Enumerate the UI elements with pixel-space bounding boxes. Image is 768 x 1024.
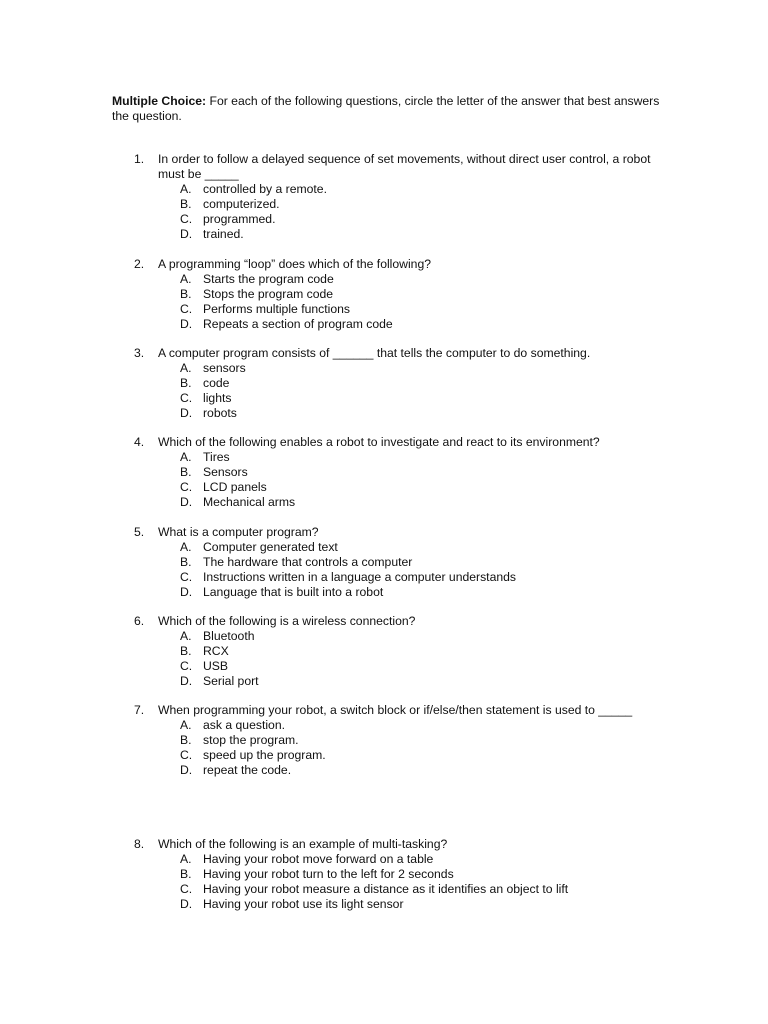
answer-option-c[interactable] [134, 212, 674, 227]
answer-option-d[interactable] [134, 495, 674, 510]
answer-option-b[interactable] [134, 644, 674, 659]
answer-option-a[interactable] [134, 629, 674, 644]
option-text: Bluetooth [203, 629, 255, 643]
answer-option-d[interactable] [134, 763, 674, 778]
option-letter: D. [180, 495, 193, 509]
answer-option-a[interactable] [134, 718, 674, 733]
option-letter: A. [180, 718, 192, 732]
option-text: computerized. [203, 197, 280, 211]
option-letter: D. [180, 227, 193, 241]
question-text: A programming “loop” does which of the following? [158, 257, 432, 271]
question-2 [134, 257, 674, 332]
answer-option-b[interactable] [134, 733, 674, 748]
option-letter: C. [180, 570, 193, 584]
question-number: 6. [134, 614, 145, 628]
question-3 [134, 346, 674, 421]
option-text: sensors [203, 361, 246, 375]
question-text: Which of the following is an example of multi-tasking? [158, 837, 448, 851]
option-letter: C. [180, 302, 193, 316]
option-text: Sensors [203, 465, 248, 479]
question-6 [134, 614, 674, 689]
answer-options [134, 852, 674, 912]
question-4 [134, 435, 674, 510]
answer-option-c[interactable] [134, 882, 674, 897]
option-letter: C. [180, 659, 193, 673]
option-text: ask a question. [203, 718, 285, 732]
option-text: USB [203, 659, 229, 673]
question-text: Which of the following is a wireless connection? [158, 614, 416, 628]
option-letter: A. [180, 182, 192, 196]
question-text: When programming your robot, a switch block or if/else/then statement is used to _____ [158, 703, 633, 717]
option-text: repeat the code. [203, 763, 292, 777]
answer-option-a[interactable] [134, 450, 674, 465]
option-text: Language that is built into a robot [203, 585, 384, 599]
answer-options [134, 629, 674, 689]
option-letter: B. [180, 197, 192, 211]
answer-option-c[interactable] [134, 570, 674, 585]
option-letter: C. [180, 748, 193, 762]
option-letter: C. [180, 212, 193, 226]
question-8 [134, 837, 674, 912]
option-text: robots [203, 406, 237, 420]
option-letter: D. [180, 406, 193, 420]
option-letter: D. [180, 763, 193, 777]
answer-option-c[interactable] [134, 391, 674, 406]
answer-option-b[interactable] [134, 555, 674, 570]
answer-option-c[interactable] [134, 659, 674, 674]
question-number: 5. [134, 525, 145, 539]
option-letter: C. [180, 391, 193, 405]
question-number: 8. [134, 837, 145, 851]
question-5 [134, 525, 674, 600]
answer-option-b[interactable] [134, 465, 674, 480]
answer-options [134, 450, 674, 510]
answer-options [134, 182, 674, 242]
answer-option-b[interactable] [134, 376, 674, 391]
option-letter: D. [180, 897, 193, 911]
answer-options [134, 272, 674, 332]
option-text: Stops the program code [203, 287, 334, 301]
option-letter: D. [180, 317, 193, 331]
question-text: In order to follow a delayed sequence of set movements, without direct user control, a robot must be _____ [158, 152, 651, 181]
instructions-text: For each of the following questions, circle the letter of the answer that best answers the question. [112, 94, 660, 123]
option-text: Instructions written in a language a computer understands [203, 570, 516, 584]
option-text: Tires [203, 450, 230, 464]
option-letter: B. [180, 465, 192, 479]
option-letter: A. [180, 361, 192, 375]
answer-option-d[interactable] [134, 897, 674, 912]
option-letter: B. [180, 287, 192, 301]
answer-options [134, 361, 674, 421]
answer-option-c[interactable] [134, 480, 674, 495]
question-text: Which of the following enables a robot to investigate and react to its environment? [158, 435, 600, 449]
question-number: 4. [134, 435, 145, 449]
instructions [112, 94, 672, 124]
option-letter: A. [180, 450, 192, 464]
option-letter: A. [180, 852, 192, 866]
option-text: controlled by a remote. [203, 182, 327, 196]
answer-option-b[interactable] [134, 867, 674, 882]
answer-option-a[interactable] [134, 272, 674, 287]
question-text: What is a computer program? [158, 525, 319, 539]
option-text: stop the program. [203, 733, 299, 747]
answer-options [134, 540, 674, 600]
question-1 [134, 152, 674, 242]
answer-option-a[interactable] [134, 361, 674, 376]
option-letter: C. [180, 882, 193, 896]
option-letter: A. [180, 540, 192, 554]
option-text: Starts the program code [203, 272, 334, 286]
answer-option-b[interactable] [134, 197, 674, 212]
option-text: Having your robot turn to the left for 2 seconds [203, 867, 454, 881]
option-letter: A. [180, 272, 192, 286]
option-letter: B. [180, 644, 192, 658]
answer-option-c[interactable] [134, 302, 674, 317]
option-letter: B. [180, 867, 192, 881]
answer-option-c[interactable] [134, 748, 674, 763]
answer-option-a[interactable] [134, 182, 674, 197]
option-text: Having your robot measure a distance as it identifies an object to lift [203, 882, 569, 896]
option-text: code [203, 376, 230, 390]
question-number: 3. [134, 346, 145, 360]
option-text: Computer generated text [203, 540, 338, 554]
answer-option-d[interactable] [134, 585, 674, 600]
option-text: Mechanical arms [203, 495, 296, 509]
question-number: 2. [134, 257, 145, 271]
option-text: programmed. [203, 212, 276, 226]
option-text: RCX [203, 644, 229, 658]
option-text: LCD panels [203, 480, 267, 494]
instructions-lead: Multiple Choice: [112, 94, 207, 108]
option-text: lights [203, 391, 232, 405]
answer-option-d[interactable] [134, 227, 674, 242]
option-letter: B. [180, 376, 192, 390]
option-text: speed up the program. [203, 748, 326, 762]
question-7 [134, 703, 674, 778]
answer-option-a[interactable] [134, 540, 674, 555]
option-text: The hardware that controls a computer [203, 555, 413, 569]
option-letter: D. [180, 674, 193, 688]
option-letter: A. [180, 629, 192, 643]
question-text: A computer program consists of ______ that tells the computer to do something. [158, 346, 591, 360]
answer-options [134, 718, 674, 778]
option-text: trained. [203, 227, 244, 241]
option-text: Repeats a section of program code [203, 317, 393, 331]
question-number: 7. [134, 703, 145, 717]
option-text: Performs multiple functions [203, 302, 350, 316]
option-letter: B. [180, 733, 192, 747]
option-text: Serial port [203, 674, 259, 688]
option-text: Having your robot use its light sensor [203, 897, 404, 911]
option-letter: B. [180, 555, 192, 569]
answer-option-d[interactable] [134, 674, 674, 689]
option-letter: C. [180, 480, 193, 494]
answer-option-a[interactable] [134, 852, 674, 867]
option-letter: D. [180, 585, 193, 599]
question-number: 1. [134, 152, 145, 166]
answer-option-d[interactable] [134, 317, 674, 332]
option-text: Having your robot move forward on a table [203, 852, 434, 866]
answer-option-d[interactable] [134, 406, 674, 421]
answer-option-b[interactable] [134, 287, 674, 302]
